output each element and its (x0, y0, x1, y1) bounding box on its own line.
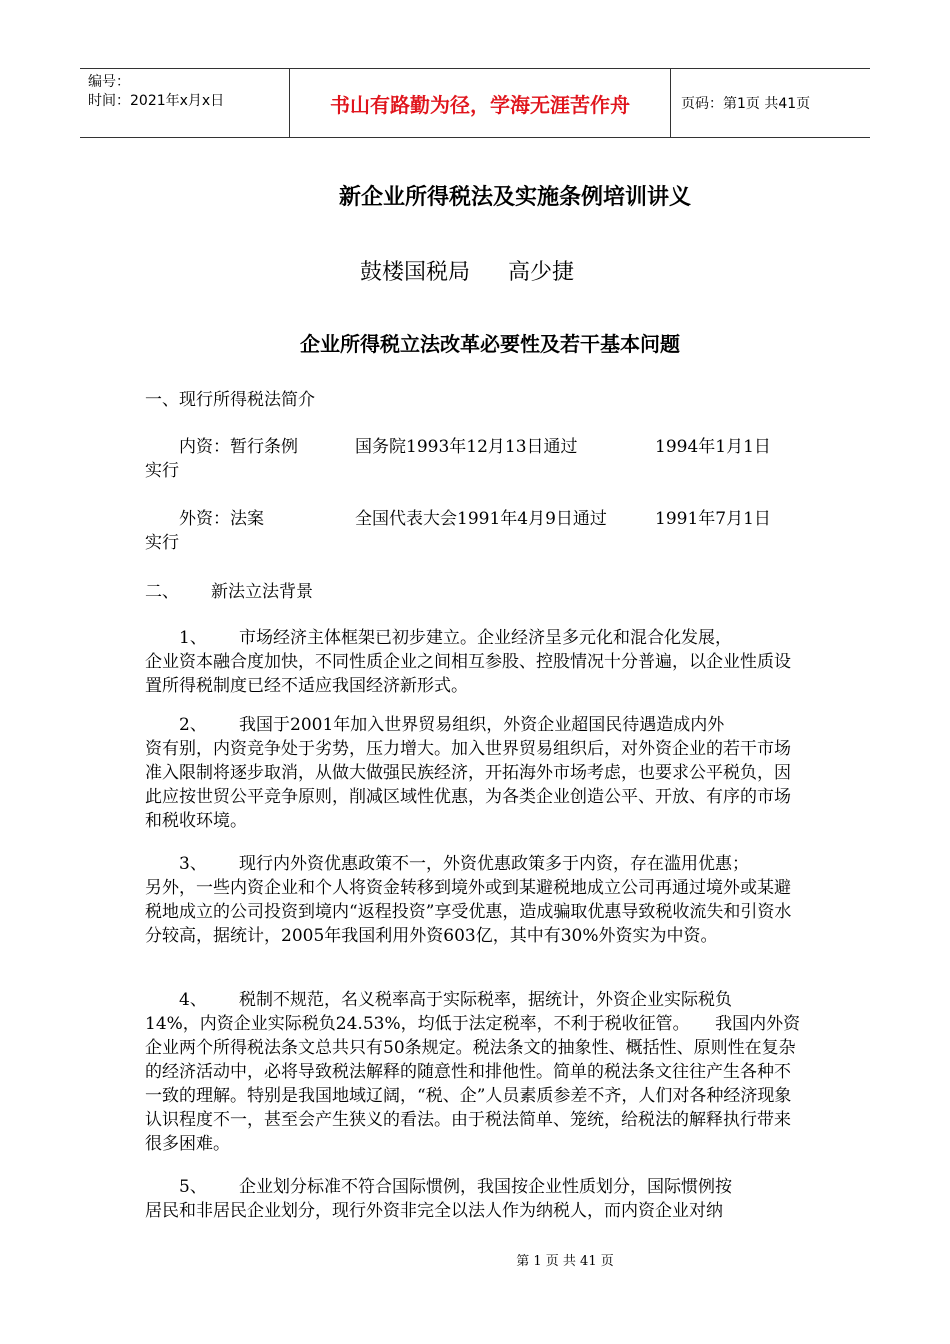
item-2-line1: 我国于2001年加入世界贸易组织，外资企业超国民待遇造成内外 (239, 715, 725, 735)
s1-foreign (145, 507, 805, 555)
s2-item-2 (145, 713, 805, 833)
s2-heading-row (145, 580, 805, 604)
item-4-line1: 税制不规范，名义税率高于实际税率，据统计，外资企业实际税负 (239, 990, 732, 1010)
document-header (80, 68, 870, 138)
s2-heading: 新法立法背景 (211, 582, 313, 602)
s2-num: 二、 (145, 582, 179, 602)
item-1-num: 1、 (179, 628, 207, 648)
s1-heading: 一、现行所得税法简介 (145, 390, 315, 410)
item-4-num: 4、 (179, 990, 207, 1010)
item-5-num: 5、 (179, 1177, 207, 1197)
foreign-effective: 1991年7月1日 (655, 509, 771, 529)
item-5-line1: 企业划分标准不符合国际惯例，我国按企业性质划分，国际惯例按 (239, 1177, 732, 1197)
domestic-effective: 1994年1月1日 (655, 437, 771, 457)
domestic-label: 内资：暂行条例 (179, 437, 298, 457)
author-org: 鼓楼国税局 (360, 260, 471, 285)
item-3-line1: 现行内外资优惠政策不一，外资优惠政策多于内资，存在滥用优惠； (239, 854, 749, 874)
item-5-rest: 居民和非居民企业划分，现行外资非完全以法人作为纳税人，而内资企业对纳 (145, 1201, 723, 1221)
item-1-rest: 企业资本融合度加快，不同性质企业之间相互参股、控股情况十分普遍，以企业性质设置所得税制度已经不适应我国经济新形式。 (145, 652, 791, 696)
s2-item-1 (145, 626, 805, 698)
s2-item-4 (145, 988, 805, 1156)
domestic-wrap: 实行 (145, 461, 179, 481)
foreign-label: 外资：法案 (179, 509, 264, 529)
domestic-body: 国务院1993年12月13日通过 (355, 437, 578, 457)
section-title: 企业所得税立法改革必要性及若干基本问题 (300, 332, 680, 356)
s2-item-3 (145, 852, 805, 948)
s1-domestic (145, 435, 805, 483)
s2-item-5 (145, 1175, 805, 1223)
page-footer: 第 1 页 共 41 页 (516, 1254, 614, 1269)
item-2-rest: 资有别，内资竞争处于劣势，压力增大。加入世界贸易组织后，对外资企业的若干市场准入限制将逐步取消，从做大做强民族经济，开拓海外市场考虑，也要求公平税负，因此应按世贸公平竞争原则，削减区域性优惠，为各类企业创造公平、开放、有序的市场和税收环境。 (145, 739, 791, 831)
header-number-label: 编号： (88, 74, 130, 90)
item-3-rest: 另外，一些内资企业和个人将资金转移到境外或到某避税地成立公司再通过境外或某避税地成立的公司投资到境内“返程投资”享受优惠，造成骗取优惠导致税收流失和引资水分较高，据统计，2005年我国利用外资603亿，其中有30%外资实为中资。 (145, 878, 792, 946)
header-motto: 书山有路勤为径，学海无涯苦作舟 (290, 69, 671, 137)
foreign-body: 全国代表大会1991年4月9日通过 (355, 509, 607, 529)
header-page-info: 页码：第1页 共41页 (681, 96, 811, 112)
document-title: 新企业所得税法及实施条例培训讲义 (338, 184, 691, 210)
item-3-num: 3、 (179, 854, 207, 874)
author-name: 高少捷 (508, 260, 575, 285)
foreign-wrap: 实行 (145, 533, 179, 553)
author-line (360, 255, 612, 286)
item-2-num: 2、 (179, 715, 207, 735)
header-date: 时间：2021年x月x日 (88, 93, 225, 109)
item-1-line1: 市场经济主体框架已初步建立。企业经济呈多元化和混合化发展， (239, 628, 732, 648)
header-meta (80, 69, 290, 137)
item-4-rest: 14%，内资企业实际税负24.53%，均低于法定税率，不利于税收征管。 我国内外资企业两个所得税法条文总共只有50条规定。税法条文的抽象性、概括性、原则性在复杂的经济活动中，必将导致税法解释的随意性和排他性。简单的税法条文往往产生各种不一致的理解。特别是我国地域辽阔，“税、企”人员素质参差不齐，人们对各种经济现象认识程度不一，甚至会产生狭义的看法。由于税法简单、笼统，给税法的解释执行带来很多困难。 (145, 1014, 801, 1154)
